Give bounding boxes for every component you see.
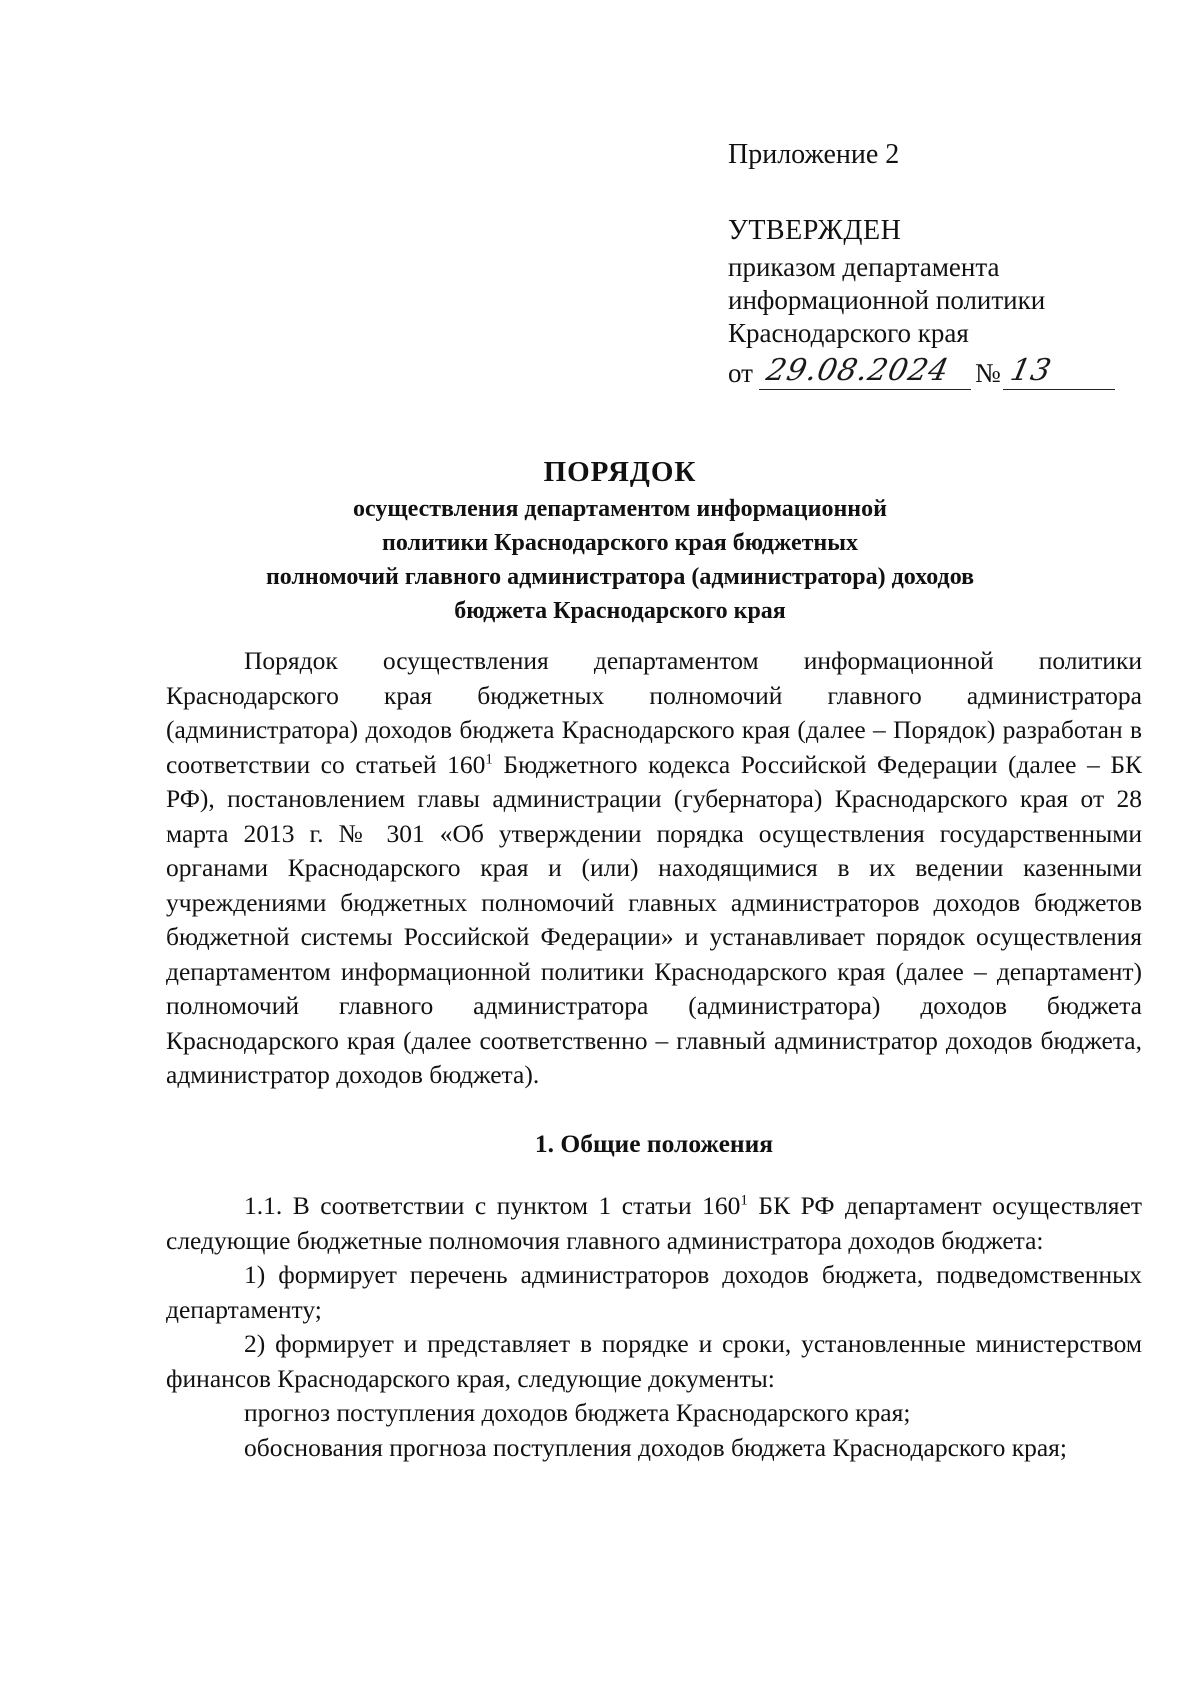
number-sign: № xyxy=(974,358,1001,388)
intro-superscript: 1 xyxy=(485,751,493,767)
approval-line-2: информационной политики xyxy=(728,285,1046,315)
intro-text-end: Бюджетного кодекса Российской Федерации (далее – БК РФ), постановлением главы администрации (губернатора) Краснодарского края от 28 марта 2013 г. № 301 «Об утверждении порядка осуществления государственными органами Краснодарского края и (или) находящимися в их ведении казенными учреждениями бюджетных полномочий главных администраторов доходов бюджетов бюджетной системы Российской Федерации» и устанавливает порядок осуществления департаментом информационной политики Краснодарского края (далее – департамент) полномочий главного администратора (администратора) доходов бюджета Краснодарского края (далее соответственно – главный администратор доходов бюджета, администратор доходов бюджета). xyxy=(166,749,1143,1089)
intro-paragraph xyxy=(166,644,1142,1093)
date-prefix: от xyxy=(728,358,753,388)
section-heading: 1. Общие положения xyxy=(534,1128,774,1158)
date-blank xyxy=(759,353,971,390)
list-item-2a: прогноз поступления доходов бюджета Краснодарского края; xyxy=(244,1398,911,1427)
list-item-2b: обоснования прогноза поступления доходов бюджета Краснодарского края; xyxy=(244,1432,1067,1462)
title-main: ПОРЯДОК xyxy=(543,456,697,488)
paragraph-1-1 xyxy=(166,1189,1142,1258)
number-blank xyxy=(1003,353,1115,390)
appendix-label: Приложение 2 xyxy=(728,139,900,170)
approval-block xyxy=(728,138,1148,390)
handwritten-date: 29.08.2024 xyxy=(763,353,953,388)
intro-text-start: Порядок осуществления департаментом информационной политики Краснодарского края бюджетных полномочий главного администратора (администратора) доходов бюджета Краснодарского края (далее – Порядок) разработан в соответствии со статьей 160 xyxy=(166,646,1142,779)
p1-text-start: 1.1. В соответствии с пунктом 1 статьи 160 xyxy=(244,1191,741,1220)
p1-superscript: 1 xyxy=(740,1192,748,1209)
document-title xyxy=(160,452,1080,628)
order-date-row xyxy=(728,350,1148,390)
title-line-3: полномочий главного администратора (администратора) доходов xyxy=(265,564,975,590)
title-line-1: осуществления департаментом информационной xyxy=(353,496,887,522)
approval-line-1: приказом департамента xyxy=(728,252,1000,282)
p1-text-end: БК РФ департамент осуществляет следующие бюджетные полномочия главного администратора доходов бюджета: xyxy=(166,1191,1142,1255)
title-line-4: бюджета Краснодарского края xyxy=(454,598,786,624)
handwritten-number: 13 xyxy=(1006,353,1055,388)
approved-label: УТВЕРЖДЕН xyxy=(728,215,902,246)
list-item-2: 2) формирует и представляет в порядке и сроки, установленные министерством финансов Краснодарского края, следующие документы: xyxy=(166,1329,1142,1393)
document-body xyxy=(166,644,1142,1465)
title-line-2: политики Краснодарского края бюджетных xyxy=(382,530,858,556)
approval-line-3: Краснодарского края xyxy=(728,318,969,348)
list-item-1: 1) формирует перечень администраторов доходов бюджета, подведомственных департаменту; xyxy=(166,1260,1142,1324)
